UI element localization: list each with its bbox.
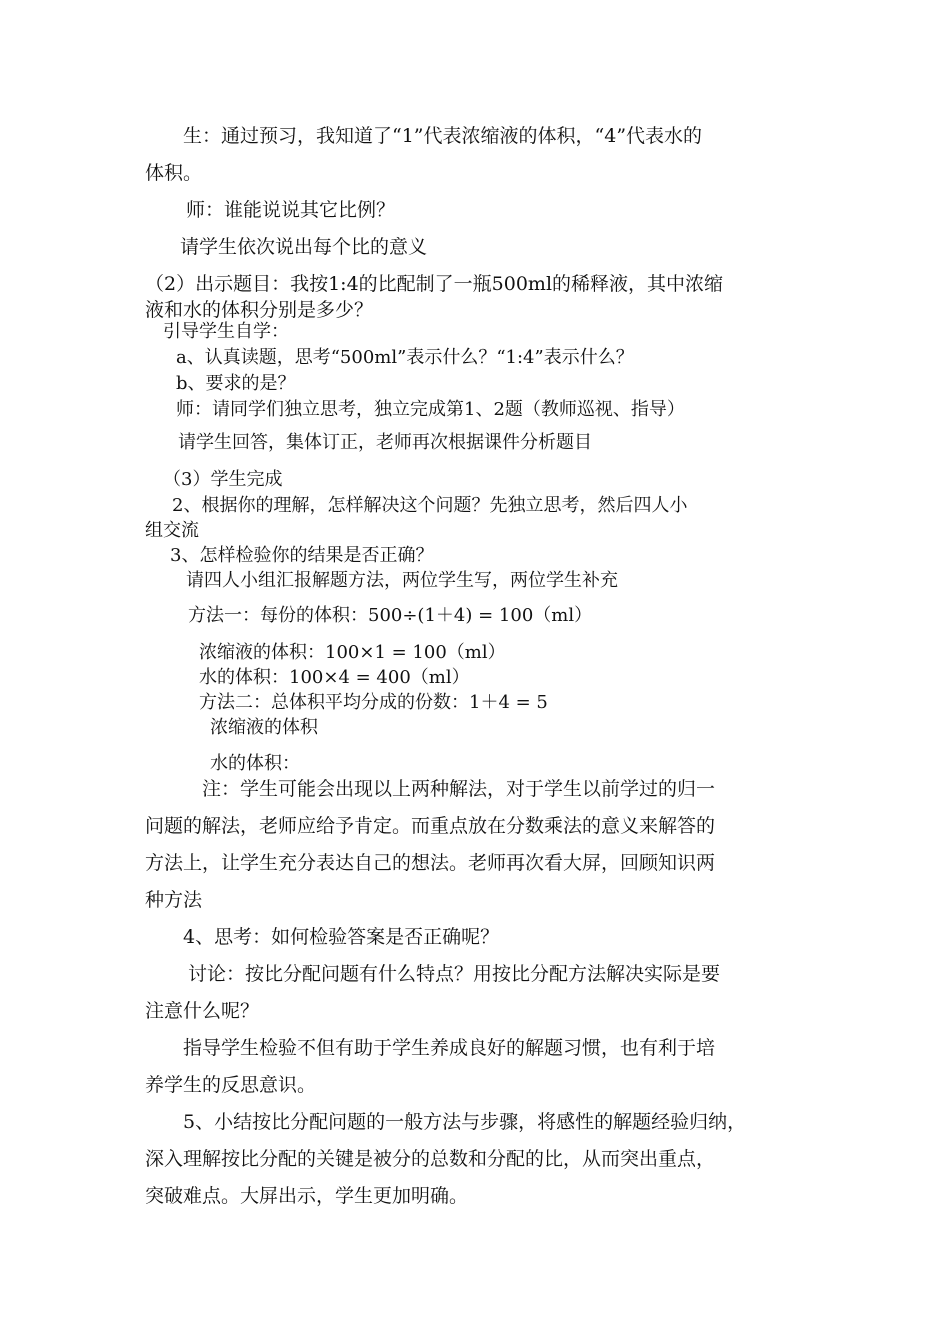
text-line-22: 水的体积：: [210, 753, 300, 774]
text-line-3: 师：谁能说说其它比例？: [186, 199, 396, 221]
text-line-32: 5、小结按比分配问题的一般方法与步骤，将感性的解题经验归纳，: [183, 1111, 747, 1133]
text-line-19: 水的体积：100×4 = 400（ml）: [199, 667, 470, 688]
text-line-33: 深入理解按比分配的关键是被分的总数和分配的比，从而突出重点，: [145, 1148, 716, 1170]
text-line-23: 注：学生可能会出现以上两种解法，对于学生以前学过的归一: [202, 778, 716, 800]
text-line-21: 浓缩液的体积: [210, 717, 318, 738]
text-line-9: b、要求的是？: [176, 373, 296, 394]
text-line-28: 讨论：按比分配问题有什么特点？用按比分配方法解决实际是要: [188, 963, 721, 985]
text-line-11: 请学生回答，集体订正，老师再次根据课件分析题目: [178, 432, 592, 453]
text-line-8: a、认真读题，思考“500ml”表示什么？“1:4”表示什么？: [176, 347, 634, 368]
text-line-4: 请学生依次说出每个比的意义: [180, 236, 428, 258]
text-line-31: 养学生的反思意识。: [145, 1074, 317, 1096]
text-line-12: （3）学生完成: [163, 469, 283, 490]
text-line-30: 指导学生检验不但有助于学生养成良好的解题习惯，也有利于培: [183, 1037, 716, 1059]
text-line-14: 组交流: [145, 520, 199, 541]
text-line-34: 突破难点。大屏出示，学生更加明确。: [145, 1185, 469, 1207]
text-line-26: 种方法: [145, 889, 203, 911]
text-line-17: 方法一：每份的体积：500÷(1＋4) = 100（ml）: [188, 605, 593, 626]
text-line-18: 浓缩液的体积：100×1 = 100（ml）: [199, 642, 506, 663]
text-line-24: 问题的解法，老师应给予肯定。而重点放在分数乘法的意义来解答的: [145, 815, 716, 837]
text-line-27: 4、思考：如何检验答案是否正确呢？: [183, 926, 500, 948]
text-line-5: （2）出示题目：我按1:4的比配制了一瓶500ml的稀释液，其中浓缩: [145, 273, 724, 295]
text-line-16: 请四人小组汇报解题方法，两位学生写，两位学生补充: [186, 570, 618, 591]
text-line-29: 注意什么呢？: [145, 1000, 260, 1022]
text-line-7: 引导学生自学：: [163, 321, 289, 342]
text-line-2: 体积。: [145, 162, 203, 184]
text-line-25: 方法上，让学生充分表达自己的想法。老师再次看大屏，回顾知识两: [145, 852, 716, 874]
text-line-10: 师：请同学们独立思考，独立完成第1、2题（教师巡视、指导）: [176, 399, 685, 420]
text-line-6: 液和水的体积分别是多少？: [145, 299, 374, 321]
text-line-13: 2、根据你的理解，怎样解决这个问题？先独立思考，然后四人小: [172, 495, 688, 516]
text-line-20: 方法二：总体积平均分成的份数：1＋4 = 5: [199, 692, 548, 713]
text-line-1: 生：通过预习，我知道了“1”代表浓缩液的体积，“4”代表水的: [183, 125, 703, 147]
text-line-15: 3、怎样检验你的结果是否正确？: [170, 545, 434, 566]
